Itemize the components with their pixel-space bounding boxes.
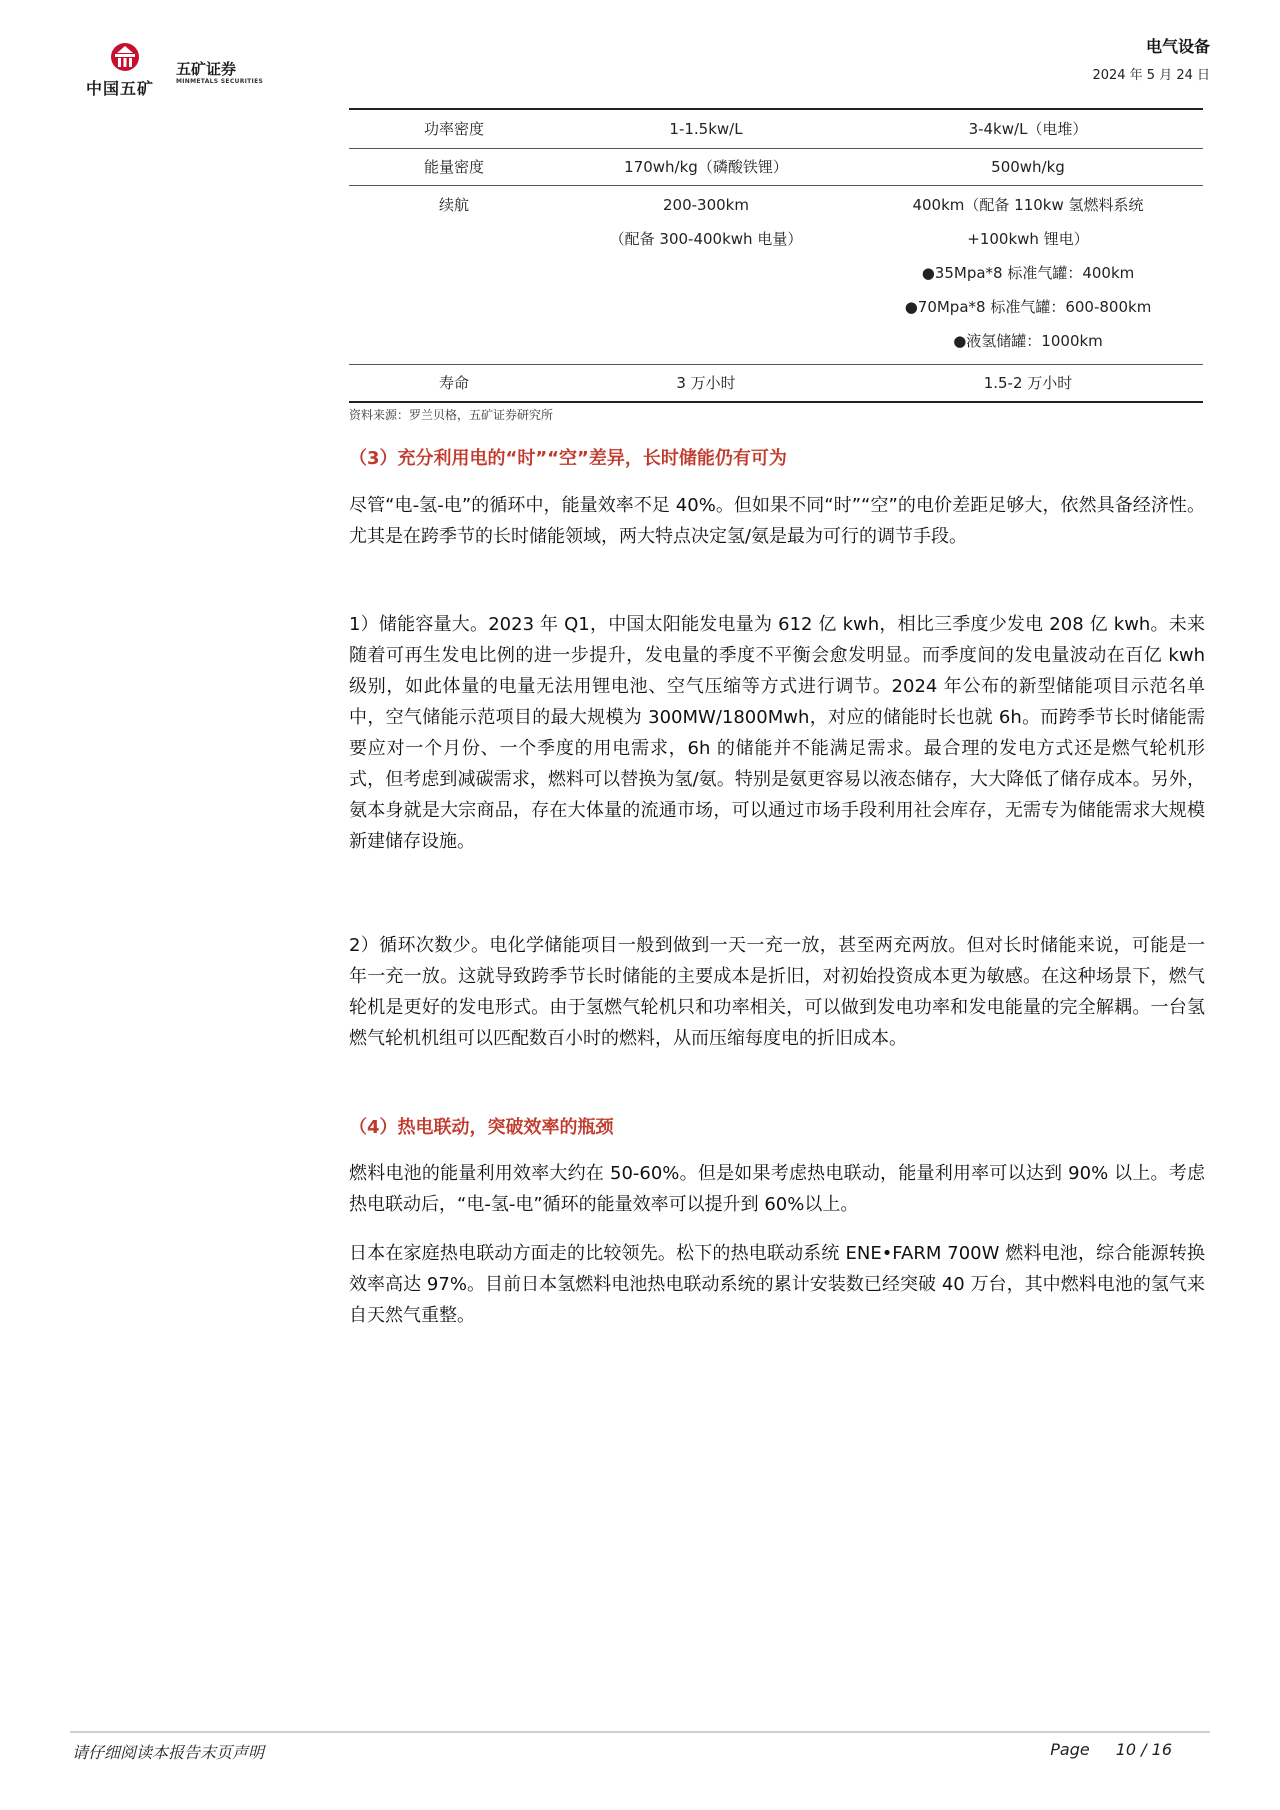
table-row bbox=[349, 186, 1203, 365]
brand-name: 五矿证券 bbox=[176, 60, 237, 78]
table-cell: 1-1.5kw/L bbox=[559, 109, 853, 149]
table-cell-label: 续航 bbox=[349, 186, 559, 365]
paragraph: 燃料电池的能量利用效率大约在 50-60%。但是如果考虑热电联动，能量利用率可以达到 90% 以上。考虑热电联动后，“电-氢-电”循环的能量效率可以提升到 60%以上。 bbox=[349, 1163, 1205, 1215]
paragraph: 2）循环次数少。电化学储能项目一般到做到一天一充一放，甚至两充两放。但对长时储能来说，可能是一年一充一放。这就导致跨季节长时储能的主要成本是折旧，对初始投资成本更为敏感。在这种场景下，燃气轮机是更好的发电形式。由于氢燃气轮机只和功率相关，可以做到发电功率和发电能量的完全解耦。一台氢燃气轮机机组可以匹配数百小时的燃料，从而压缩每度电的折旧成本。 bbox=[349, 935, 1205, 1049]
table-cell-label: 寿命 bbox=[349, 365, 559, 403]
table-cell-label: 功率密度 bbox=[349, 109, 559, 149]
table-row bbox=[349, 365, 1203, 403]
company-logo bbox=[86, 42, 266, 100]
table-row bbox=[349, 109, 1203, 149]
section-heading-4: （4）热电联动，突破效率的瓶颈 bbox=[349, 1117, 614, 1138]
logo-chinese-name: 中国五矿 bbox=[86, 79, 155, 98]
report-date: 2024 年 5 月 24 日 bbox=[1092, 68, 1210, 83]
brand-name-english: MINMETALS SECURITIES bbox=[176, 78, 264, 85]
table-cell: 3 万小时 bbox=[559, 365, 853, 403]
section-heading-3: （3）充分利用电的“时”“空”差异，长时储能仍有可为 bbox=[349, 448, 787, 469]
industry-label: 电气设备 bbox=[1145, 37, 1210, 56]
comparison-table bbox=[349, 108, 1203, 403]
table-cell: 500wh/kg bbox=[853, 149, 1203, 186]
page-indicator bbox=[1050, 1740, 1172, 1759]
paragraph: 尽管“电-氢-电”的循环中，能量效率不足 40%。但如果不同“时”“空”的电价差距足够大，依然具备经济性。尤其是在跨季节的长时储能领域，两大特点决定氢/氨是最为可行的调节手段。 bbox=[349, 495, 1205, 547]
table-cell: 170wh/kg（磷酸铁锂） bbox=[559, 149, 853, 186]
table-cell: 1.5-2 万小时 bbox=[853, 365, 1203, 403]
page-word: Page bbox=[1050, 1740, 1090, 1759]
footer-disclaimer: 请仔细阅读本报告末页声明 bbox=[72, 1743, 265, 1762]
table-cell: 200-300km （配备 300-400kwh 电量） bbox=[559, 186, 853, 365]
table-cell: 3-4kw/L（电堆） bbox=[853, 109, 1203, 149]
paragraph: 1）储能容量大。2023 年 Q1，中国太阳能发电量为 612 亿 kwh，相比三季度少发电 208 亿 kwh。未来随着可再生发电比例的进一步提升，发电量的季度不平衡会愈发明显。而季度间的发电量波动在百亿 kwh 级别，如此体量的电量无法用锂电池、空气压缩等方式进行调节。2024 年公布的新型储能项目示范名单中，空气储能示范项目的最大规模为 300MW/1800Mwh，对应的储能时长也就 6h。而跨季节长时储能需要应对一个月份、一个季度的用电需求，6h 的储能并不能满足需求。最合理的发电方式还是燃气轮机形式，但考虑到减碳需求，燃料可以替换为氢/氨。特别是氨更容易以液态储存，大大降低了储存成本。另外，氨本身就是大宗商品，存在大体量的流通市场，可以通过市场手段利用社会库存，无需专为储能需求大规模新建储存设施。 bbox=[349, 614, 1205, 852]
table-cell-label: 能量密度 bbox=[349, 149, 559, 186]
page-number: 10 / 16 bbox=[1115, 1740, 1172, 1759]
footer-divider bbox=[70, 1731, 1210, 1733]
minmetals-emblem-icon bbox=[108, 42, 142, 72]
table-source-note: 资料来源：罗兰贝格，五矿证券研究所 bbox=[349, 408, 554, 422]
table-cell: 400km（配备 110kw 氢燃料系统 +100kwh 锂电） ●35Mpa*8 标准气罐：400km ●70Mpa*8 标准气罐：600-800km ●液氢储罐：1000km bbox=[853, 186, 1203, 365]
table-row bbox=[349, 149, 1203, 186]
paragraph: 日本在家庭热电联动方面走的比较领先。松下的热电联动系统 ENE•FARM 700W 燃料电池，综合能源转换效率高达 97%。目前日本氢燃料电池热电联动系统的累计安装数已经突破 40 万台，其中燃料电池的氢气来自天然气重整。 bbox=[349, 1243, 1205, 1326]
